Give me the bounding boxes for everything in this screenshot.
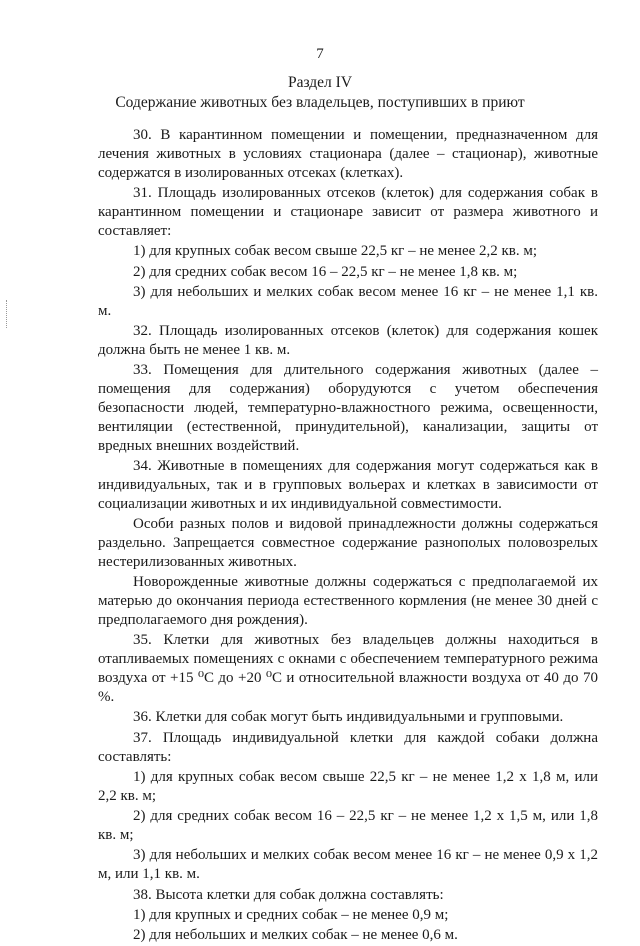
section-title: Раздел IV bbox=[287, 74, 353, 91]
paragraph-31: 31. Площадь изолированных отсеков (клеток) для содержания собак в карантинном помещении и стационаре зависит от размера животного и составляет: bbox=[98, 185, 598, 239]
paragraph-35: 35. Клетки для животных без владельцев должны находиться в отапливаемых помещениях с окнами с обеспечением температурного режима воздуха от +15 ⁰С до +20 ⁰С и относительной влажности воздуха от 40 до 70 %. bbox=[98, 632, 598, 706]
list-item: 3) для небольших и мелких собак весом менее 16 кг – не менее 0,9 х 1,2 м, или 1,1 кв. м. bbox=[98, 847, 598, 883]
list-item: 1) для крупных собак весом свыше 22,5 кг – не менее 1,2 х 1,8 м, или 2,2 кв. м; bbox=[98, 768, 598, 804]
paragraph-30: 30. В карантинном помещении и помещении, предназначенном для лечения животных в условиях стационара (далее – стационар), животные содержатся в изолированных отсеках (клетках). bbox=[98, 127, 598, 181]
paragraph-34: 34. Животные в помещениях для содержания могут содержаться как в индивидуальных, так и в групповых вольерах и клетках в зависимости от социализации животных и их индивидуальной совместимости. bbox=[98, 458, 598, 512]
paragraph-33: 33. Помещения для длительного содержания животных (далее – помещения для содержания) оборудуются с учетом обеспечения безопасности людей, температурно-влажностного режима, освещенности, вентиляции (естественной, принудительной), канализации, защиты от вредных внешних воздействий. bbox=[98, 362, 598, 454]
paragraph-32: 32. Площадь изолированных отсеков (клеток) для содержания кошек должна быть не менее 1 кв. м. bbox=[98, 323, 598, 358]
section-subtitle: Содержание животных без владельцев, поступивших в приют bbox=[115, 94, 525, 111]
document-body bbox=[98, 126, 598, 946]
paragraph-38: 38. Высота клетки для собак должна составлять: bbox=[133, 886, 444, 903]
list-item: 1) для крупных собак весом свыше 22,5 кг – не менее 2,2 кв. м; bbox=[133, 243, 538, 260]
margin-mark bbox=[6, 300, 8, 328]
list-item: 2) для средних собак весом 16 – 22,5 кг – не менее 1,8 кв. м; bbox=[133, 263, 518, 280]
list-item: 2) для средних собак весом 16 – 22,5 кг – не менее 1,2 х 1,5 м, или 1,8 кв. м; bbox=[98, 808, 598, 844]
list-item: 3) для небольших и мелких собак весом менее 16 кг – не менее 1,1 кв. м. bbox=[98, 283, 598, 319]
page-number: 7 bbox=[316, 46, 324, 62]
list-item: 1) для крупных и средних собак – не менее 0,9 м; bbox=[133, 906, 449, 923]
paragraph: Новорожденные животные должны содержаться с предполагаемой их матерью до окончания периода естественного кормления (не менее 30 дней с предполагаемого дня рождения). bbox=[98, 574, 598, 629]
paragraph-36: 36. Клетки для собак могут быть индивидуальными и групповыми. bbox=[133, 709, 564, 726]
paragraph: Особи разных полов и видовой принадлежности должны содержаться раздельно. Запрещается совместное содержание разнополых половозрелых нестерилизованных животных. bbox=[98, 516, 598, 571]
paragraph-37: 37. Площадь индивидуальной клетки для каждой собаки должна составлять: bbox=[98, 729, 598, 765]
list-item: 2) для небольших и мелких собак – не менее 0,6 м. bbox=[133, 927, 458, 944]
